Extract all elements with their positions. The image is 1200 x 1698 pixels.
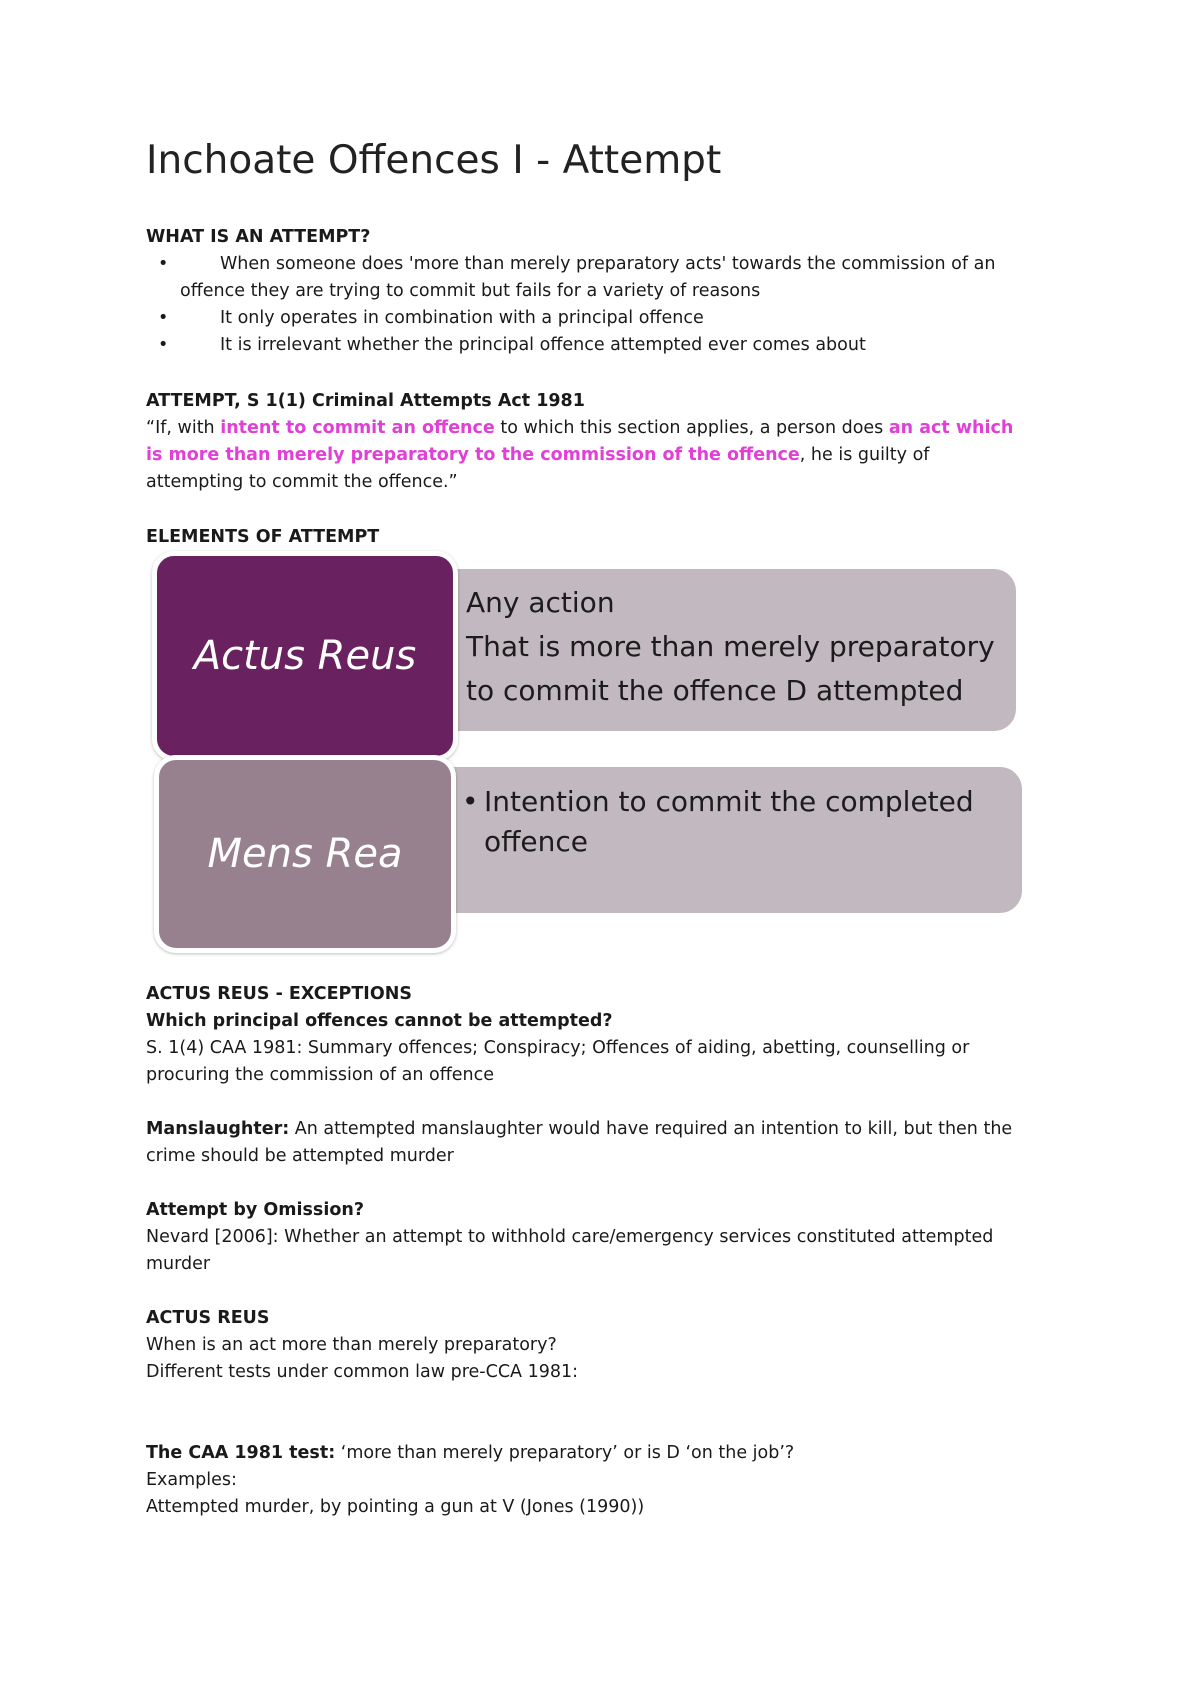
attempt-statute-heading: ATTEMPT, S 1(1) Criminal Attempts Act 1981 [146,391,585,411]
elements-diagram [150,551,1050,946]
actus-reus-label: Actus Reus [152,551,458,761]
bullet-icon: • [158,254,169,274]
what-is-heading: WHAT IS AN ATTEMPT? [146,227,371,247]
omission-heading: Attempt by Omission? [146,1200,364,1220]
actus-reus-description: Any action That is more than merely preparatory to commit the offence D attempted [466,586,995,707]
exceptions-subheading: Which principal offences cannot be attempted? [146,1011,613,1031]
page-title: Inchoate Offences I - Attempt [146,138,722,183]
mens-rea-description: • Intention to commit the completed offence [462,782,974,862]
mens-rea-label: Mens Rea [154,755,456,953]
statute-quote: “If, with intent to commit an offence to which this section applies, a person does an act which is more than merely preparatory to the commission of the offence, he is guilty of attempting to commit the offence.” [146,418,1014,492]
list-item: • It only operates in combination with a principal offence [146,305,1046,332]
what-is-section [146,224,1046,359]
bullet-icon: • [462,785,479,818]
bullet-icon: • [158,335,169,355]
highlight-intent: intent to commit an offence [220,418,495,438]
highlight-act: an act which is more than merely preparatory to the commission of the offence [146,418,1014,465]
actus-reus-heading: ACTUS REUS [146,1308,270,1328]
exceptions-section: ACTUS REUS - EXCEPTIONS Which principal offences cannot be attempted? S. 1(4) CAA 1981: Summary offences; Conspiracy; Offences of aiding, abetting, counselling or procuring the commission of an offence Manslaughter: An attempted manslaughter would have required an intention to kill, but then the crime should be attempted murder Attempt by Omission? Nevard [2006]: Whether an attempt to withhold care/emergency services constituted attempted murder ACTUS REUS When is an act more than merely preparatory? Different tests under common law pre-CCA 1981: The CAA 1981 test: ‘more than merely preparatory’ or is D ‘on the job’? Examples: Attempted murder, by pointing a gun at V (Jones (1990)) [146,981,1046,1521]
exceptions-heading: ACTUS REUS - EXCEPTIONS [146,984,412,1004]
bullet-icon: • [158,308,169,328]
manslaughter-paragraph: Manslaughter: An attempted manslaughter would have required an intention to kill, but then the [146,1119,1013,1139]
what-is-bullet-list [146,251,1046,359]
list-item: • When someone does 'more than merely preparatory acts' towards the commission of an offence they are trying to commit but fails for a variety of reasons [146,251,1046,305]
attempt-statute-section [146,388,1026,496]
elements-heading: ELEMENTS OF ATTEMPT [146,527,380,547]
list-item: • It is irrelevant whether the principal offence attempted ever comes about [146,332,1046,359]
caa-test-paragraph: The CAA 1981 test: ‘more than merely preparatory’ or is D ‘on the job’? [146,1443,795,1463]
